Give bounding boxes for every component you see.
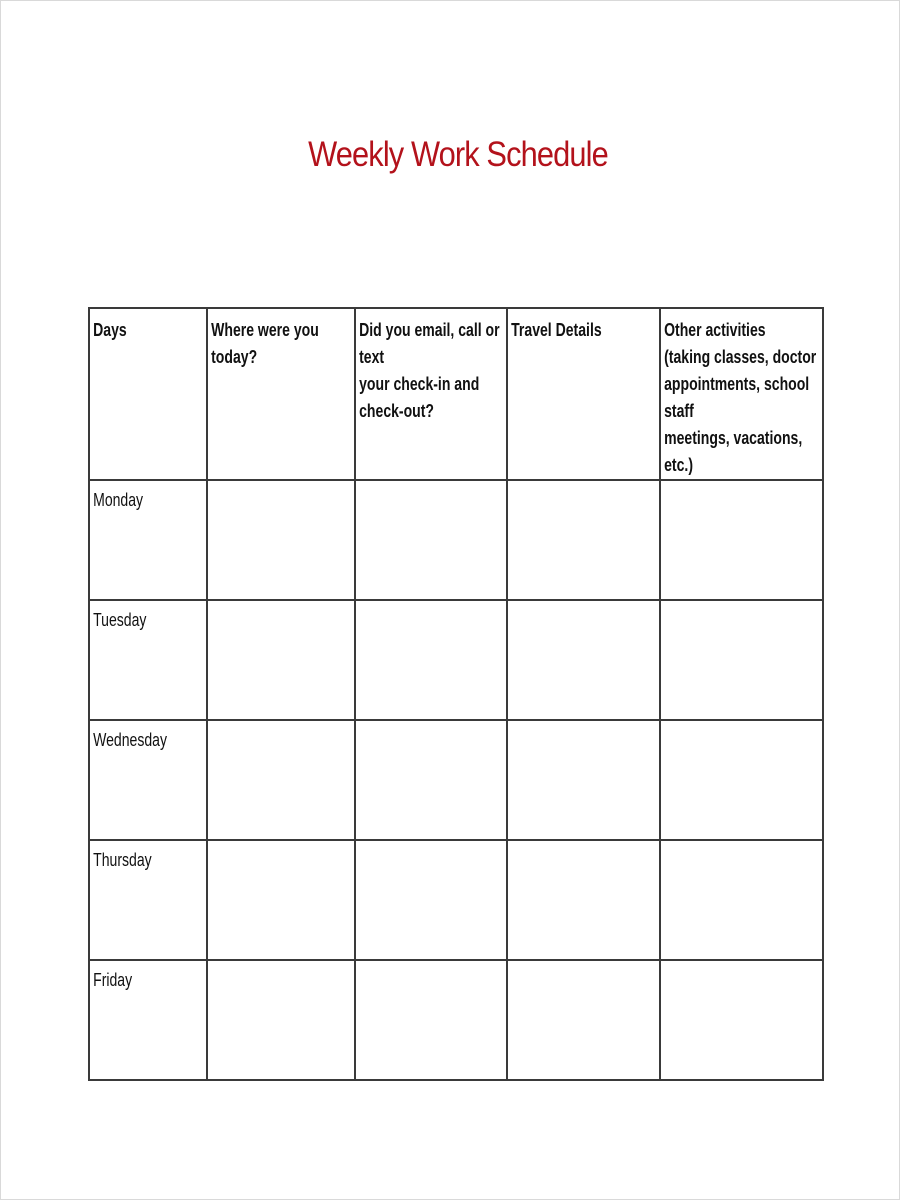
day-cell <box>89 720 207 840</box>
day-cell <box>89 960 207 1080</box>
other-activities-cell[interactable] <box>660 960 823 1080</box>
check-in-cell[interactable] <box>355 840 507 960</box>
header-days-label: Days <box>93 320 127 340</box>
table-row <box>89 480 823 600</box>
check-in-cell[interactable] <box>355 600 507 720</box>
header-travel <box>507 308 660 480</box>
table-row <box>89 600 823 720</box>
travel-cell[interactable] <box>507 720 660 840</box>
header-other-activities-label: Other activities (taking classes, doctor appointments, school staff meetings, vacations, etc.) <box>664 320 817 475</box>
check-in-cell[interactable] <box>355 480 507 600</box>
travel-cell[interactable] <box>507 480 660 600</box>
header-check-in-label: Did you email, call or text your check-in and check-out? <box>359 320 500 421</box>
day-label: Thursday <box>93 850 152 870</box>
day-cell <box>89 480 207 600</box>
header-other-activities <box>660 308 823 480</box>
header-location-label: Where were you today? <box>211 320 319 367</box>
location-cell[interactable] <box>207 720 355 840</box>
other-activities-cell[interactable] <box>660 600 823 720</box>
table-row <box>89 720 823 840</box>
table-row <box>89 840 823 960</box>
travel-cell[interactable] <box>507 840 660 960</box>
page-title: Weekly Work Schedule <box>308 135 608 174</box>
schedule-table <box>88 307 824 1081</box>
header-days <box>89 308 207 480</box>
day-label: Friday <box>93 970 133 990</box>
day-label: Monday <box>93 490 144 510</box>
day-cell <box>89 600 207 720</box>
other-activities-cell[interactable] <box>660 480 823 600</box>
other-activities-cell[interactable] <box>660 720 823 840</box>
travel-cell[interactable] <box>507 960 660 1080</box>
day-cell <box>89 840 207 960</box>
location-cell[interactable] <box>207 600 355 720</box>
location-cell[interactable] <box>207 480 355 600</box>
header-check-in <box>355 308 507 480</box>
header-location <box>207 308 355 480</box>
check-in-cell[interactable] <box>355 960 507 1080</box>
table-row <box>89 960 823 1080</box>
day-label: Tuesday <box>93 610 147 630</box>
travel-cell[interactable] <box>507 600 660 720</box>
check-in-cell[interactable] <box>355 720 507 840</box>
table-header-row <box>89 308 823 480</box>
other-activities-cell[interactable] <box>660 840 823 960</box>
location-cell[interactable] <box>207 960 355 1080</box>
location-cell[interactable] <box>207 840 355 960</box>
day-label: Wednesday <box>93 730 168 750</box>
header-travel-label: Travel Details <box>511 320 602 340</box>
